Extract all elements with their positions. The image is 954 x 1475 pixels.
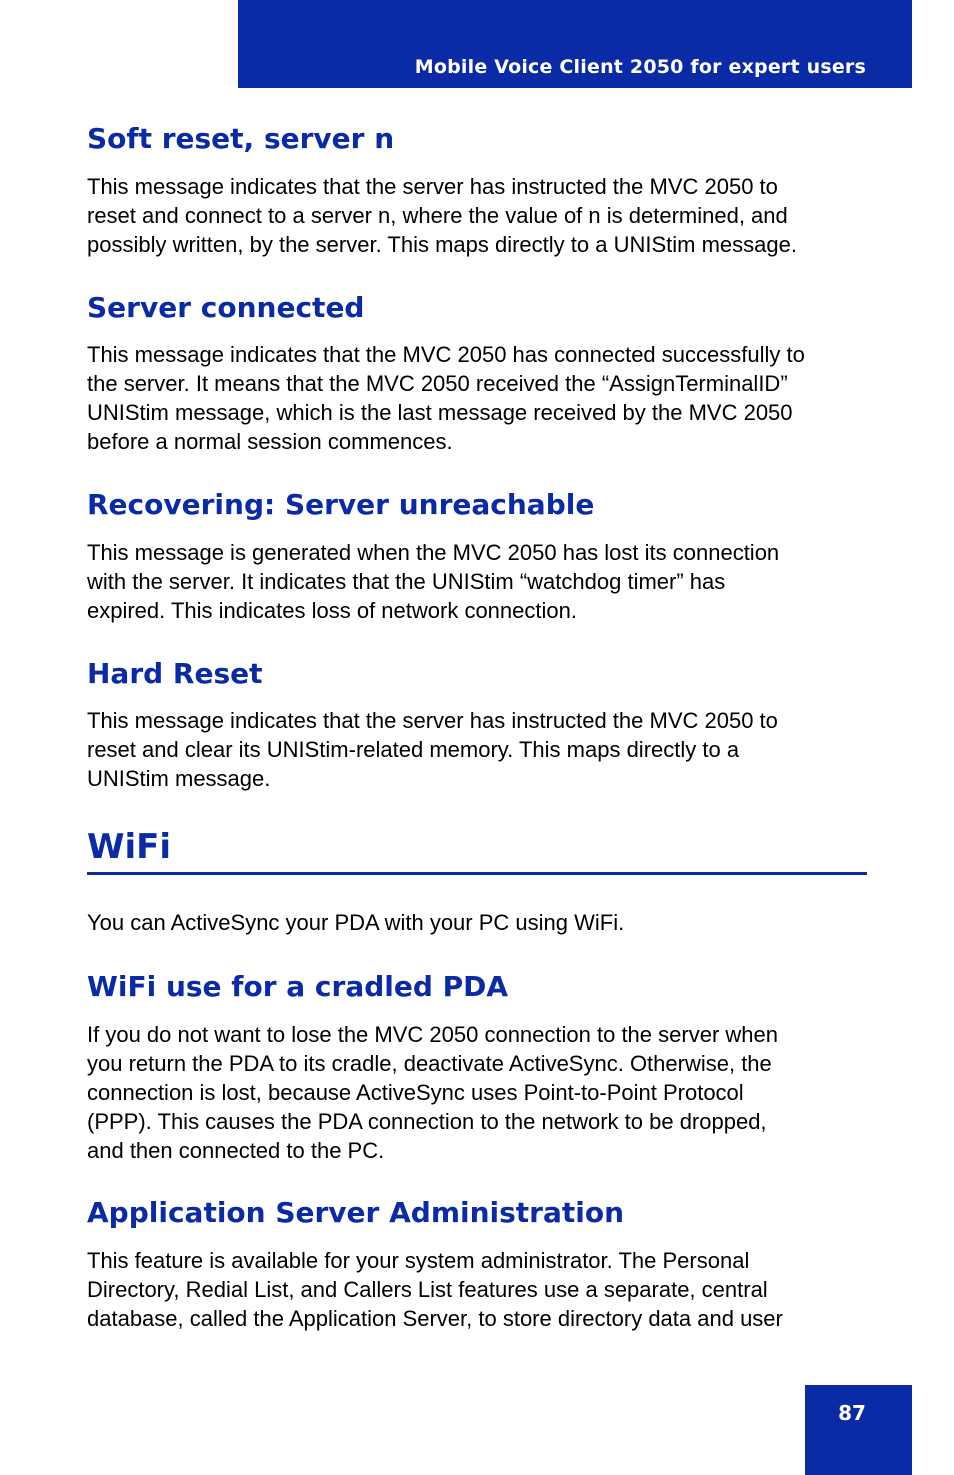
- page-number-box: [805, 1385, 912, 1475]
- body-line: with the server. It indicates that the UNIStim “watchdog timer” has: [87, 569, 726, 594]
- chapter-heading-wifi: WiFi: [87, 827, 172, 867]
- body-line: UNIStim message, which is the last message received by the MVC 2050: [87, 400, 793, 425]
- section-body-wifi-cradled: [87, 1020, 877, 1165]
- body-line: This feature is available for your system administrator. The Personal: [87, 1248, 750, 1273]
- body-line: before a normal session commences.: [87, 429, 453, 454]
- section-body-hard-reset: [87, 706, 877, 793]
- body-line: This message indicates that the MVC 2050 has connected successfully to: [87, 342, 805, 367]
- body-line: UNIStim message.: [87, 766, 271, 791]
- section-heading-app-server-admin: Application Server Administration: [87, 1196, 625, 1229]
- section-heading-recovering: Recovering: Server unreachable: [87, 488, 595, 521]
- body-line: This message indicates that the server has instructed the MVC 2050 to: [87, 174, 778, 199]
- body-line: and then connected to the PC.: [87, 1138, 385, 1163]
- section-heading-soft-reset: Soft reset, server n: [87, 122, 395, 155]
- header-bar: [238, 0, 912, 88]
- body-line: If you do not want to lose the MVC 2050 connection to the server when: [87, 1022, 778, 1047]
- section-heading-hard-reset: Hard Reset: [87, 657, 263, 690]
- body-line: You can ActiveSync your PDA with your PC using WiFi.: [87, 910, 625, 935]
- section-body-app-server-admin: [87, 1246, 877, 1333]
- body-line: connection is lost, because ActiveSync uses Point-to-Point Protocol: [87, 1080, 744, 1105]
- section-body-soft-reset: [87, 172, 877, 259]
- body-line: reset and clear its UNIStim-related memory. This maps directly to a: [87, 737, 740, 762]
- page-number: 87: [838, 1401, 866, 1425]
- section-heading-wifi-cradled: WiFi use for a cradled PDA: [87, 970, 509, 1003]
- body-line: expired. This indicates loss of network connection.: [87, 598, 577, 623]
- running-header-title: Mobile Voice Client 2050 for expert users: [414, 56, 866, 78]
- body-line: Directory, Redial List, and Callers List features use a separate, central: [87, 1277, 768, 1302]
- body-line: This message indicates that the server has instructed the MVC 2050 to: [87, 708, 778, 733]
- wifi-intro: [87, 908, 877, 937]
- body-line: This message is generated when the MVC 2050 has lost its connection: [87, 540, 780, 565]
- body-line: possibly written, by the server. This maps directly to a UNIStim message.: [87, 232, 797, 257]
- body-line: you return the PDA to its cradle, deactivate ActiveSync. Otherwise, the: [87, 1051, 772, 1076]
- section-heading-server-connected: Server connected: [87, 291, 365, 324]
- body-line: reset and connect to a server n, where the value of n is determined, and: [87, 203, 788, 228]
- body-line: the server. It means that the MVC 2050 received the “AssignTerminalID”: [87, 371, 788, 396]
- body-line: (PPP). This causes the PDA connection to the network to be dropped,: [87, 1109, 767, 1134]
- body-line: database, called the Application Server, to store directory data and user: [87, 1306, 783, 1331]
- section-body-server-connected: [87, 340, 877, 456]
- heading-divider: [87, 872, 867, 875]
- section-body-recovering: [87, 538, 877, 625]
